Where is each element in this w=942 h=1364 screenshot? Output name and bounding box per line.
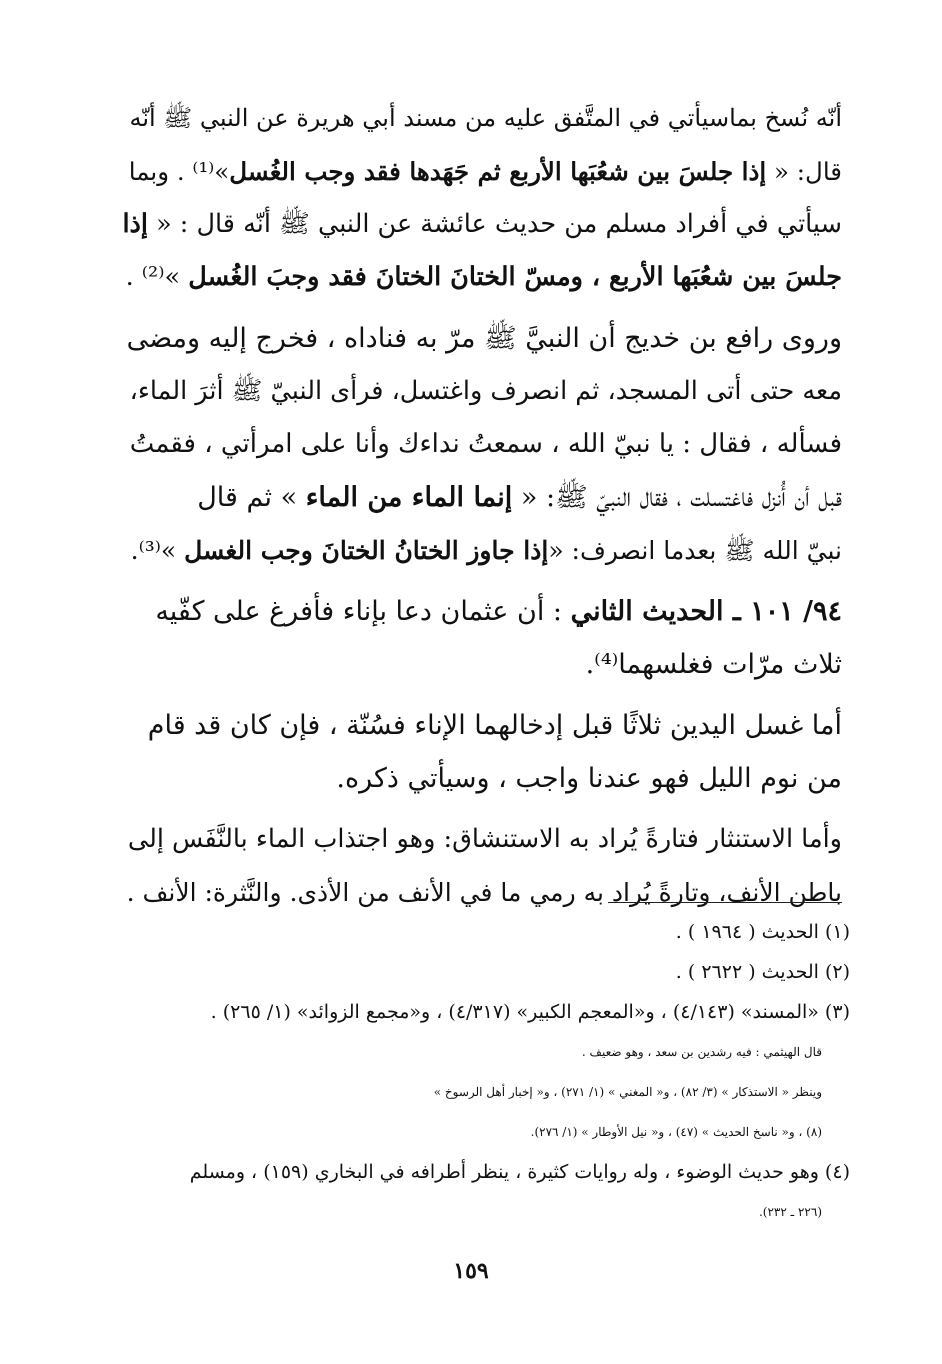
text-line: وأما الاستنثار فتارةً يُراد به الاستنشاق: وهو اجتذاب الماء بالنَّفَس إلى [127,824,842,854]
footnotes [122,912,850,1232]
footnote-continuation: (٢٢٦ ـ ٢٣٢). [758,1205,822,1219]
text-line: أنّه نُسخ بماسيأتي في المتَّفق عليه من مسند أبي هريرة عن النبي ﷺ أنّه [129,104,842,132]
footnote-continuation: وينظر « الاستذكار » (٣/ ٨٢) ، و« المغني » (١/ ٢٧١) ، و« إخبار أهل الرسوخ » [433,1085,822,1099]
text-line: فسأله ، فقال : يا نبيّ الله ، سمعتُ نداءك وأنا على امرأتي ، فقمتُ [129,429,842,459]
text-line: سيأتي في أفراد مسلم من حديث عائشة عن النبي ﷺ أنّه قال : « إذا [122,209,842,239]
hadith-heading: ٩٤/ ١٠١ ـ الحديث الثاني [570,596,842,627]
footnote-continuation: قال الهيثمي : فيه رشدين بن سعد ، وهو ضعيف . [581,1045,822,1059]
page-number: ١٥٩ [453,1258,489,1284]
hadith-quote: جلسَ بين شعُبَها الأربع ، ومسّ الختانَ الختانَ فقد وجبَ الغُسل [188,262,842,292]
text-line: ٩٤/ ١٠١ ـ الحديث الثاني : أن عثمان دعا بإناء فأفرغ على كفّيه [155,596,842,627]
footnote: (٣) «المسند» (٤/١٤٣) ، و«المعجم الكبير» (٤/٣١٧) ، و«مجمع الزوائد» (١/ ٢٦٥) . [210,1001,850,1023]
hadith-quote: إذا جاوز الختانُ الختانَ وجب الغسل [184,536,549,565]
text-line: معه حتى أتى المسجد، ثم انصرف واغتسل، فرأى النبيّ ﷺ أثرَ الماء، [129,376,842,406]
text-line: باطن الأنف، وتارةً يُراد به رمي ما في الأنف من الأذى. والنَّثرة: الأنف . [126,878,842,907]
body-text [122,92,842,919]
text-line: من نوم الليل فهو عندنا واجب ، وسيأتي ذكره. [336,763,842,794]
text-line: نبيّ الله ﷺ بعدما انصرف: «إذا جاوز الختانُ الختانَ وجب الغسل »⁽³⁾. [130,536,842,565]
text-line: قال: « إذا جلسَ بين شعُبَها الأربع ثم جَهَدها فقد وجب الغُسل»⁽¹⁾ . وبما [128,157,842,186]
hadith-quote: إنما الماء من الماء [305,482,513,513]
footnote: (٢) الحديث ( ٢٦٢٢ ) . [675,961,850,983]
hadith-quote: إذا جلسَ بين شعُبَها الأربع ثم جَهَدها فقد وجب الغُسل [229,157,767,186]
hadith-quote: إذا [122,209,148,239]
footnote-separator [608,902,842,903]
text-line: ثلاث مرّات فغلسهما⁽⁴⁾. [585,649,842,680]
footnote: (٤) وهو حديث الوضوء ، وله روايات كثيرة ، ينظر أطرافه في البخاري (١٥٩) ، ومسلم [189,1161,850,1183]
text-line: أما غسل اليدين ثلاثًا قبل إدخالهما الإناء فسُنّة ، فإن كان قد قام [147,710,842,741]
text-line: وروى رافع بن خديج أن النبيَّ ﷺ مرّ به فناداه ، فخرج إليه ومضى [126,323,842,354]
footnote: (١) الحديث ( ١٩٦٤ ) . [675,921,850,943]
text-line: جلسَ بين شعُبَها الأربع ، ومسّ الختانَ الختانَ فقد وجبَ الغُسل »⁽²⁾ . [125,262,842,292]
text-line: قبل أن أُنزل فاغتسلت ، فقال النبيّ ﷺ: « إنما الماء من الماء » ثم قال [197,482,842,513]
footnote-continuation: (٨) ، و« ناسخ الحديث » (٤٧) ، و« نيل الأوطار » (١/ ٢٧٦). [530,1125,822,1139]
